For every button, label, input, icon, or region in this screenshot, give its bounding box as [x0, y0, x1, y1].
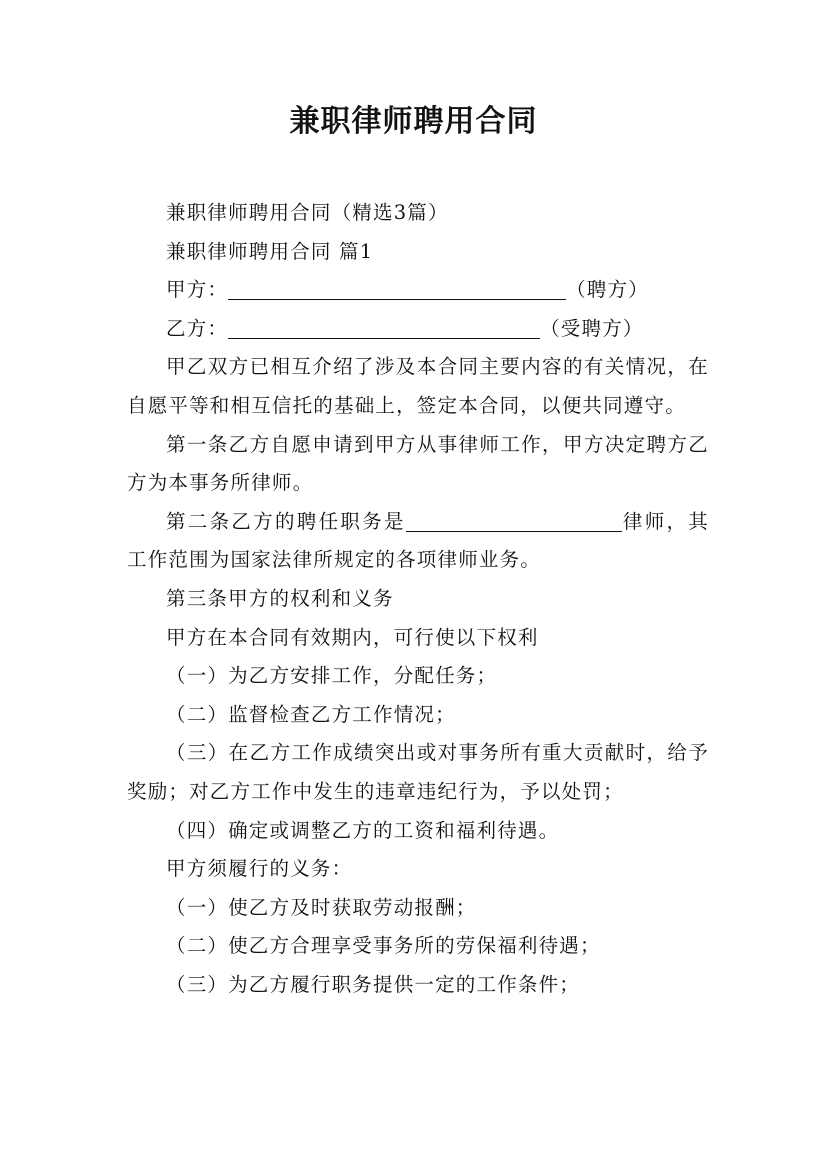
party-b-role: （受聘方）	[540, 316, 644, 340]
right-4: （四）确定或调整乙方的工资和福利待遇。	[166, 818, 560, 842]
right-2: （二）监督检查乙方工作情况；	[166, 702, 456, 726]
intro-paragraph: 甲乙双方已相互介绍了涉及本合同主要内容的有关情况，在自愿平等和相互信托的基础上，签定本合同，以便共同遵守。	[127, 355, 709, 417]
article-3: 第三条甲方的权利和义务	[166, 586, 394, 610]
article-2-blank	[406, 507, 622, 532]
party-b-line	[127, 310, 709, 349]
party-a-blank	[228, 275, 566, 300]
article-1: 第一条乙方自愿申请到甲方从事律师工作，甲方决定聘方乙方为本事务所律师。	[127, 432, 709, 495]
article-2-suffix: 律师，其工作范围为国家法律所规定的各项律师业务。	[127, 509, 709, 572]
party-a-line	[127, 271, 709, 310]
duty-3: （三）为乙方履行职务提供一定的工作条件；	[166, 972, 581, 996]
party-b-label: 乙方：	[166, 316, 229, 340]
document-body	[127, 194, 709, 1004]
duties-intro: 甲方须履行的义务：	[166, 857, 353, 881]
duty-2: （二）使乙方合理享受事务所的劳保福利待遇；	[166, 934, 601, 958]
duty-1: （一）使乙方及时获取劳动报酬；	[166, 895, 477, 919]
subtitle: 兼职律师聘用合同（精选3篇）	[166, 201, 449, 224]
document-title: 兼职律师聘用合同	[289, 104, 538, 139]
right-3: （三）在乙方工作成绩突出或对事务所有重大贡献时，给予奖励；对乙方工作中发生的违章违纪行为，予以处罚；	[127, 741, 709, 803]
party-b-blank	[228, 314, 540, 339]
article-2-prefix: 第二条乙方的聘任职务是	[166, 509, 406, 533]
party-a-role: （聘方）	[566, 278, 649, 302]
right-1: （一）为乙方安排工作，分配任务；	[166, 664, 498, 688]
party-a-label: 甲方：	[166, 278, 229, 302]
article-2	[127, 503, 709, 580]
rights-intro: 甲方在本合同有效期内，可行使以下权利	[166, 625, 539, 649]
part-heading: 兼职律师聘用合同 篇1	[166, 239, 374, 263]
